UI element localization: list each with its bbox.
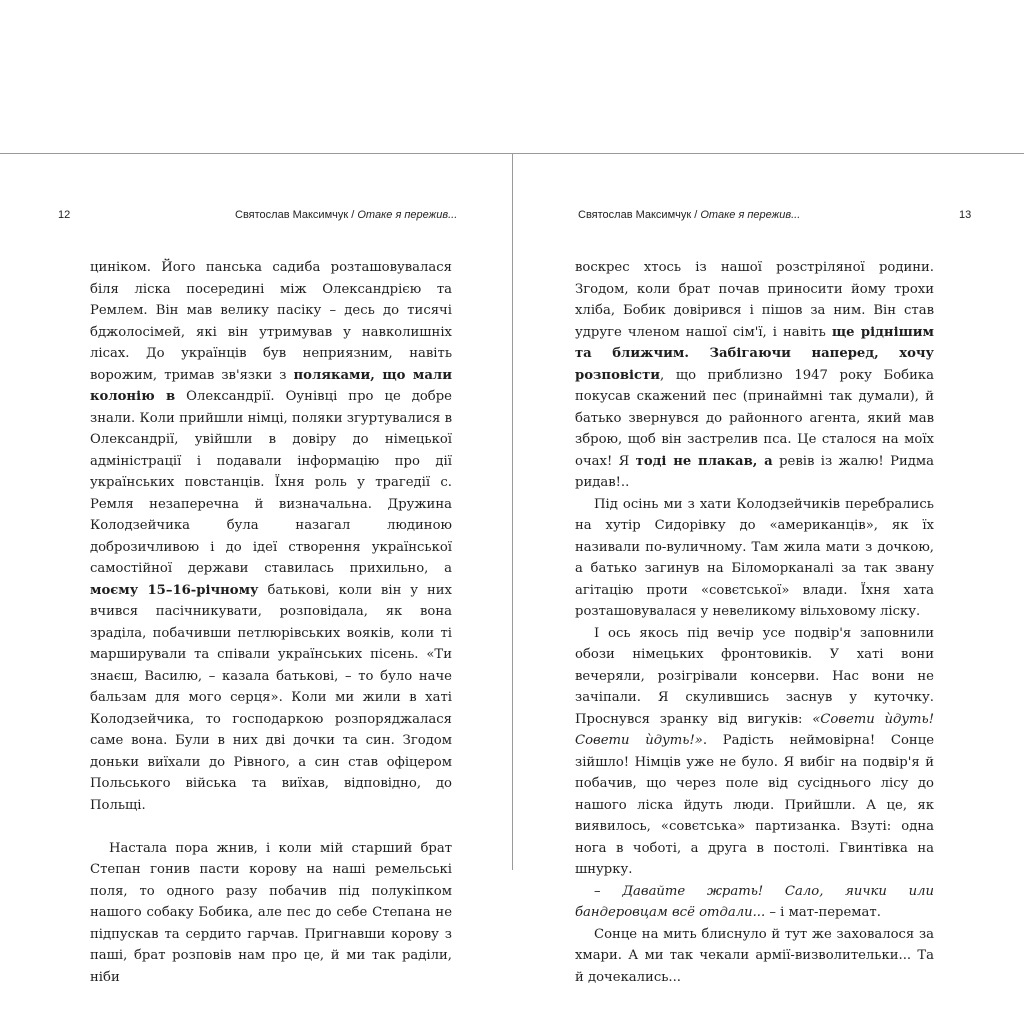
body-text — [90, 257, 452, 988]
book-spread — [0, 153, 1024, 985]
running-head — [578, 209, 800, 221]
italic-text: Давайте жрать! Сало, яички или бандеровцам всё отдали... — [575, 883, 934, 920]
text-run: Під осінь ми з хати Колодзейчиків перебрались на хутір Сидорівку до «американців», як їх називали по-вуличному. Там жила мати з дочкою, а батько загинув на Біломорканалі за так звану агітацію проти «совєтської» влади. Їхня хата розташовувалася у невеликому вільховому ліску. — [575, 496, 934, 619]
left-page — [0, 153, 512, 985]
bold-text: тоді не плакав, а — [635, 453, 773, 469]
paragraph — [575, 623, 934, 881]
paragraph — [575, 494, 934, 623]
text-run: Сонце на мить блиснуло й тут же заховалося за хмари. А ми так чекали армії-визволительки... Та й дочекались... — [575, 926, 934, 985]
paragraph — [90, 838, 452, 989]
bold-text: поляками, що мали колонію в — [90, 367, 452, 404]
paragraph — [90, 257, 452, 816]
text-run: , що приблизно 1947 року Бобика покусав скажений пес (принаймні так думали), й батько звернувся до районного агента, який мав зброю, щоб він застрелив пса. Це сталося на моїх очах! Я — [575, 367, 934, 469]
text-run: батькові, коли він у них вчився пасічникувати, розповідала, як вона зраділа, побачивши петлюрівських вояків, коли ті марширували та співали українських пісень. «Ти знаєш, Василю, – казала батькові, – то було наче бальзам для мого серця». Коли ми жили в хаті Колодзейчика, то господаркою розпоряджалася саме вона. Були в них дві дочки та син. Згодом доньки виїхали до Рівного, а син став офіцером Польського війська та виїхав, відповідно, до Польщі. — [90, 582, 452, 813]
text-run: І ось якось під вечір усе подвір'я заповнили обози німецьких фронтовиків. У хаті вони вечеряли, розігрівали консерви. Нас вони не зачіпали. Я скулившись заснув у куточку. Проснувся зранку від вигуків: — [575, 625, 934, 727]
paragraph — [575, 881, 934, 924]
text-run: Олександрії. Оунівці про це добре знали. Коли прийшли німці, поляки згуртувалися в Олександрії, увійшли в довіру до німецької адміністрації і подавали інформацію про дії українських повстанців. Їхня роль у трагедії с. Ремля незаперечна й визначальна. Дружина Колодзейчика була назагал людиною доброзичливою і до ідеї створення української самостійної держави ставилась прихильно, а — [90, 389, 452, 576]
text-run: циніком. Його панська садиба розташовувалася біля ліска посередині між Олександрією та Ремлем. Він мав велику пасіку – десь до тисячі бджолосімей, які він утримував у навколишніх лісах. До українців був неприязним, навіть ворожим, тримав зв'язки з — [90, 260, 452, 383]
bold-text: моєму 15–16-річному — [90, 582, 259, 598]
text-run: Настала пора жнив, і коли мій старший брат Степан гонив пасти корову на наші ремельські поля, то одного разу побачив під полукіпком нашого собаку Бобика, але пес до себе Степана не підпускав та сердито гарчав. Пригнавши корову з паші, брат розповів нам про це, й ми так раділи, ніби — [90, 840, 452, 985]
running-head-author: Святослав Максимчук — [235, 209, 349, 221]
text-run: – і мат-перемат. — [765, 905, 881, 920]
right-page — [513, 153, 1024, 985]
paragraph — [575, 257, 934, 494]
text-run: воскрес хтось із нашої розстріляної родини. Згодом, коли брат почав приносити йому трохи хліба, Бобик довірився і пішов за ним. Він став удруге членом нашої сім'ї, і навіть — [575, 260, 934, 340]
paragraph — [575, 924, 934, 989]
page-number: 12 — [58, 209, 71, 221]
running-head-separator: / — [348, 209, 358, 221]
body-text — [575, 257, 934, 988]
running-head-separator: / — [691, 209, 701, 221]
running-head-author: Святослав Максимчук — [578, 209, 692, 221]
running-head — [235, 209, 457, 221]
running-head-title: Отаке я пережив... — [357, 209, 458, 221]
bold-text: ще ріднішим та ближчим. Забігаючи наперед, хочу розповісти — [575, 324, 934, 383]
text-run: ревів із жалю! Ридма ридав!.. — [575, 453, 934, 490]
text-run: . Радість неймовірна! Сонце зійшло! Німців уже не було. Я вибіг на подвір'я й побачив, що через поле від сусіднього лісу до нашого ліска йдуть люди. Прийшли. А це, як виявилось, «совєтська» партизанка. Взуті: одна нога в чоботі, а друга в постолі. Гвинтівка на шнурку. — [575, 733, 934, 877]
italic-text: «Совети ùдуть! Совети ùдуть!» — [575, 711, 934, 748]
running-head-title: Отаке я пережив... — [700, 209, 801, 221]
page-number: 13 — [959, 209, 972, 221]
text-run: – — [594, 883, 623, 899]
